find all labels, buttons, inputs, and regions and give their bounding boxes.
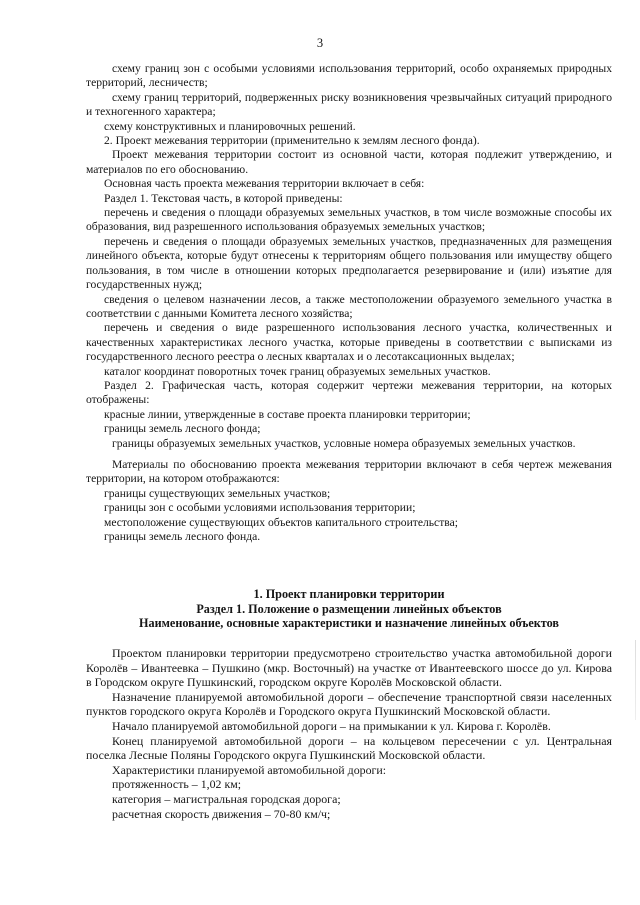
heading-part: 1. Проект планировки территории — [253, 587, 445, 601]
paragraph: схему границ территорий, подверженных риску возникновения чрезвычайных ситуаций природного и техногенного характера; — [86, 90, 612, 119]
heading-section: Раздел 1. Положение о размещении линейных объектов — [196, 601, 502, 616]
paragraph: схему границ зон с особыми условиями использования территорий, особо охраняемых природных территорий, лесничеств; — [86, 62, 612, 90]
paragraph: протяженность – 1,02 км; — [112, 777, 242, 792]
paragraph: красные линии, утвержденные в составе проекта планировки территории; — [104, 407, 471, 421]
paragraph: каталог координат поворотных точек границ образуемых земельных участков. — [104, 364, 491, 378]
heading-title: Наименование, основные характеристики и назначение линейных объектов — [139, 616, 559, 631]
paragraph: Материалы по обоснованию проекта межевания территории включают в себя чертеж межевания территории, на котором отображаются: — [86, 457, 612, 486]
scan-edge-mark — [635, 640, 636, 720]
paragraph: местоположение существующих объектов капитального строительства; — [104, 515, 458, 529]
paragraph: границы образуемых земельных участков, условные номера образуемых земельных участков. — [112, 436, 576, 450]
body-text-block — [86, 62, 612, 544]
paragraph: границы земель лесного фонда. — [104, 530, 261, 543]
paragraph: перечень и сведения о площади образуемых земельных участков, в том числе возможные способы их образования, вид разрешенного использования образуемых земельных участков; — [86, 206, 612, 234]
paragraph: Проектом планировки территории предусмотрено строительство участка автомобильной дороги Королёв – Ивантеевка – Пушкино (мкр. Восточный) на участке от Ивантеевского шоссе до ул. Кирова в Городском округе Пушкинский, городском округе Королёв Московской области. — [86, 646, 612, 690]
paragraph: Основная часть проекта межевания территории включает в себя: — [104, 177, 425, 191]
paragraph: перечень и сведения о виде разрешенного использования лесного участка, количественных и качественных характеристиках лесного участка, которые приведены в соответствии с выписками из государственного лесного реестра о лесных кварталах и о лесотаксационных выделах; — [86, 321, 612, 364]
paragraph: Конец планируемой автомобильной дороги – на кольцевом пересечении с ул. Центральная поселка Лесные Поляны Городского округа Пушкинский Московской области. — [86, 733, 612, 763]
paragraph: границы земель лесного фонда; — [104, 422, 261, 436]
paragraph: Начало планируемой автомобильной дороги – на примыкании к ул. Кирова г. Королёв. — [112, 718, 551, 733]
paragraph: 2. Проект межевания территории (применительно к землям лесного фонда). — [104, 134, 480, 148]
body-text-block-2 — [86, 646, 612, 821]
paragraph: Проект межевания территории состоит из основной части, которая подлежит утверждению, и материалов по его обоснованию. — [86, 148, 612, 176]
page-number: 3 — [316, 36, 324, 50]
paragraph: Назначение планируемой автомобильной дороги – обеспечение транспортной связи населенных пунктов городского округа Королёв и Городского округа Пушкинский Московской области. — [86, 689, 612, 719]
paragraph: расчетная скорость движения – 70-80 км/ч; — [112, 806, 331, 821]
paragraph: схему конструктивных и планировочных решений. — [104, 119, 356, 133]
paragraph: перечень и сведения о площади образуемых земельных участков, предназначенных для размещения линейного объекта, которые будут отнесены к территориям общего пользования или имуществу общего пользования, в том числе в отношении которых предполагается резервирование и (или) изъятие для государственных нужд; — [86, 234, 612, 292]
paragraph: категория – магистральная городская дорога; — [112, 791, 341, 806]
paragraph: Характеристики планируемой автомобильной дороги: — [112, 762, 387, 777]
paragraph: Раздел 2. Графическая часть, которая содержит чертежи межевания территории, на которых отображены: — [86, 378, 612, 407]
paragraph: границы зон с особыми условиями использования территории; — [104, 501, 416, 515]
section-headings — [86, 587, 612, 631]
paragraph: границы существующих земельных участков; — [104, 486, 331, 500]
paragraph: Раздел 1. Текстовая часть, в которой приведены: — [104, 191, 343, 205]
paragraph: сведения о целевом назначении лесов, а также местоположении образуемого земельного участка в соответствии с данными Комитета лесного хозяйства; — [86, 292, 612, 320]
